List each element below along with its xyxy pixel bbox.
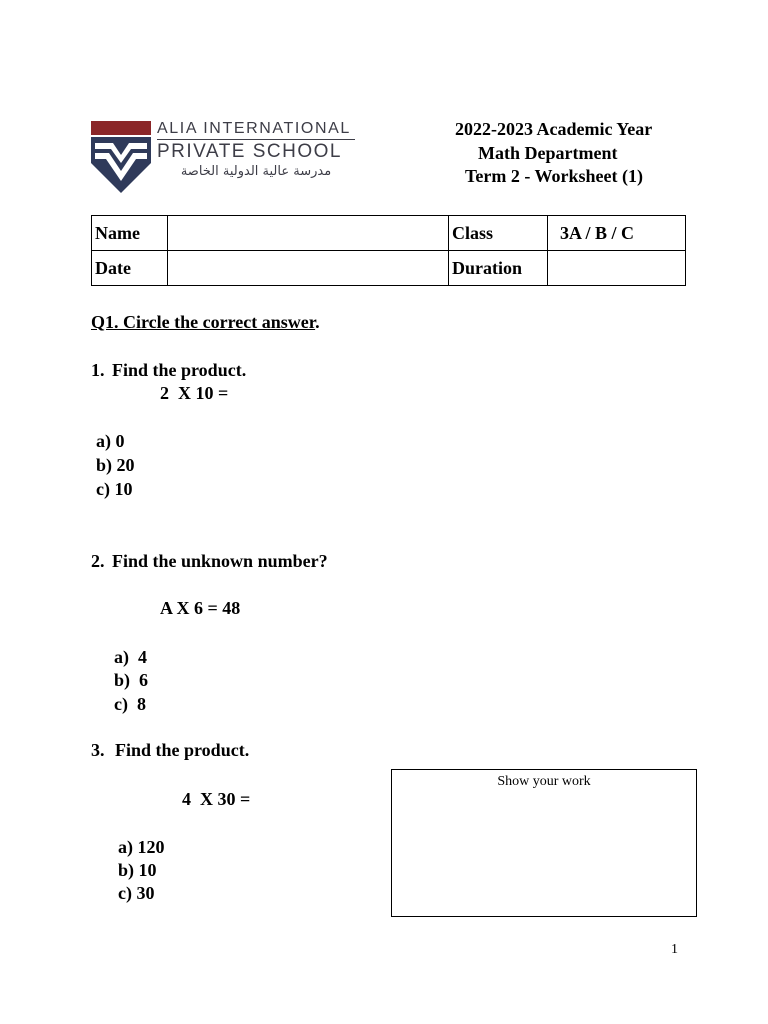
name-field[interactable] <box>168 216 449 251</box>
term-worksheet: Term 2 - Worksheet (1) <box>465 166 643 186</box>
question-prompt: Find the unknown number? <box>112 551 328 571</box>
option-value: 8 <box>136 694 146 714</box>
section-title-suffix: . <box>315 312 320 332</box>
option-letter: a) <box>96 431 111 451</box>
section-title-text: Q1. Circle the correct answer <box>91 312 316 332</box>
option-3a[interactable] <box>118 836 165 858</box>
option-value: 10 <box>114 479 133 499</box>
school-crest-icon <box>91 137 151 193</box>
question-2 <box>91 550 328 572</box>
option-value: 6 <box>139 670 149 690</box>
section-title <box>91 311 320 333</box>
question-3 <box>91 739 249 761</box>
info-row-1 <box>92 216 686 251</box>
option-value: 30 <box>136 883 155 903</box>
duration-field[interactable] <box>548 251 686 286</box>
date-field[interactable] <box>168 251 449 286</box>
duration-label: Duration <box>449 251 548 286</box>
option-value: 120 <box>137 837 165 857</box>
date-label: Date <box>92 251 168 286</box>
option-value: 0 <box>115 431 125 451</box>
school-name-line2: PRIVATE SCHOOL <box>157 141 342 162</box>
show-work-label: Show your work <box>497 774 591 789</box>
class-value: 3A / B / C <box>548 216 686 251</box>
question-number: 3. <box>91 740 105 760</box>
logo-bar <box>91 121 151 135</box>
department: Math Department <box>478 143 618 163</box>
question-number: 2. <box>91 551 105 571</box>
option-letter: a) <box>118 837 133 857</box>
option-3c[interactable] <box>118 882 154 904</box>
option-letter: b) <box>96 455 113 475</box>
school-logo <box>91 121 361 193</box>
academic-year: 2022-2023 Academic Year <box>455 119 653 139</box>
option-3b[interactable] <box>118 859 157 881</box>
school-name-line1: ALIA INTERNATIONAL <box>157 120 351 137</box>
page-number: 1 <box>671 942 678 957</box>
student-info-table <box>91 215 686 286</box>
option-value: 10 <box>138 860 157 880</box>
option-1a[interactable] <box>96 430 125 452</box>
class-label: Class <box>449 216 548 251</box>
option-letter: c) <box>96 479 110 499</box>
option-value: 20 <box>116 455 135 475</box>
name-label: Name <box>92 216 168 251</box>
question-1 <box>91 359 246 381</box>
option-letter: c) <box>118 883 132 903</box>
question-prompt: Find the product. <box>112 360 247 380</box>
option-2b[interactable] <box>114 669 148 691</box>
option-2c[interactable] <box>114 693 146 715</box>
option-2a[interactable] <box>114 646 147 668</box>
question-2-expression: A X 6 = 48 <box>160 598 241 618</box>
option-letter: a) <box>114 647 129 667</box>
question-1-expression: 2 X 10 = <box>160 383 229 403</box>
option-letter: c) <box>114 694 128 714</box>
option-letter: b) <box>114 670 131 690</box>
show-work-box[interactable] <box>391 769 697 917</box>
info-row-2 <box>92 251 686 286</box>
question-3-expression: 4 X 30 = <box>182 789 251 809</box>
option-letter: b) <box>118 860 135 880</box>
question-number: 1. <box>91 360 105 380</box>
question-prompt: Find the product. <box>115 740 250 760</box>
option-1c[interactable] <box>96 478 132 500</box>
option-1b[interactable] <box>96 454 135 476</box>
school-name-arabic: مدرسة عالية الدولية الخاصة <box>180 164 332 179</box>
option-value: 4 <box>138 647 147 667</box>
logo-divider <box>157 139 355 140</box>
